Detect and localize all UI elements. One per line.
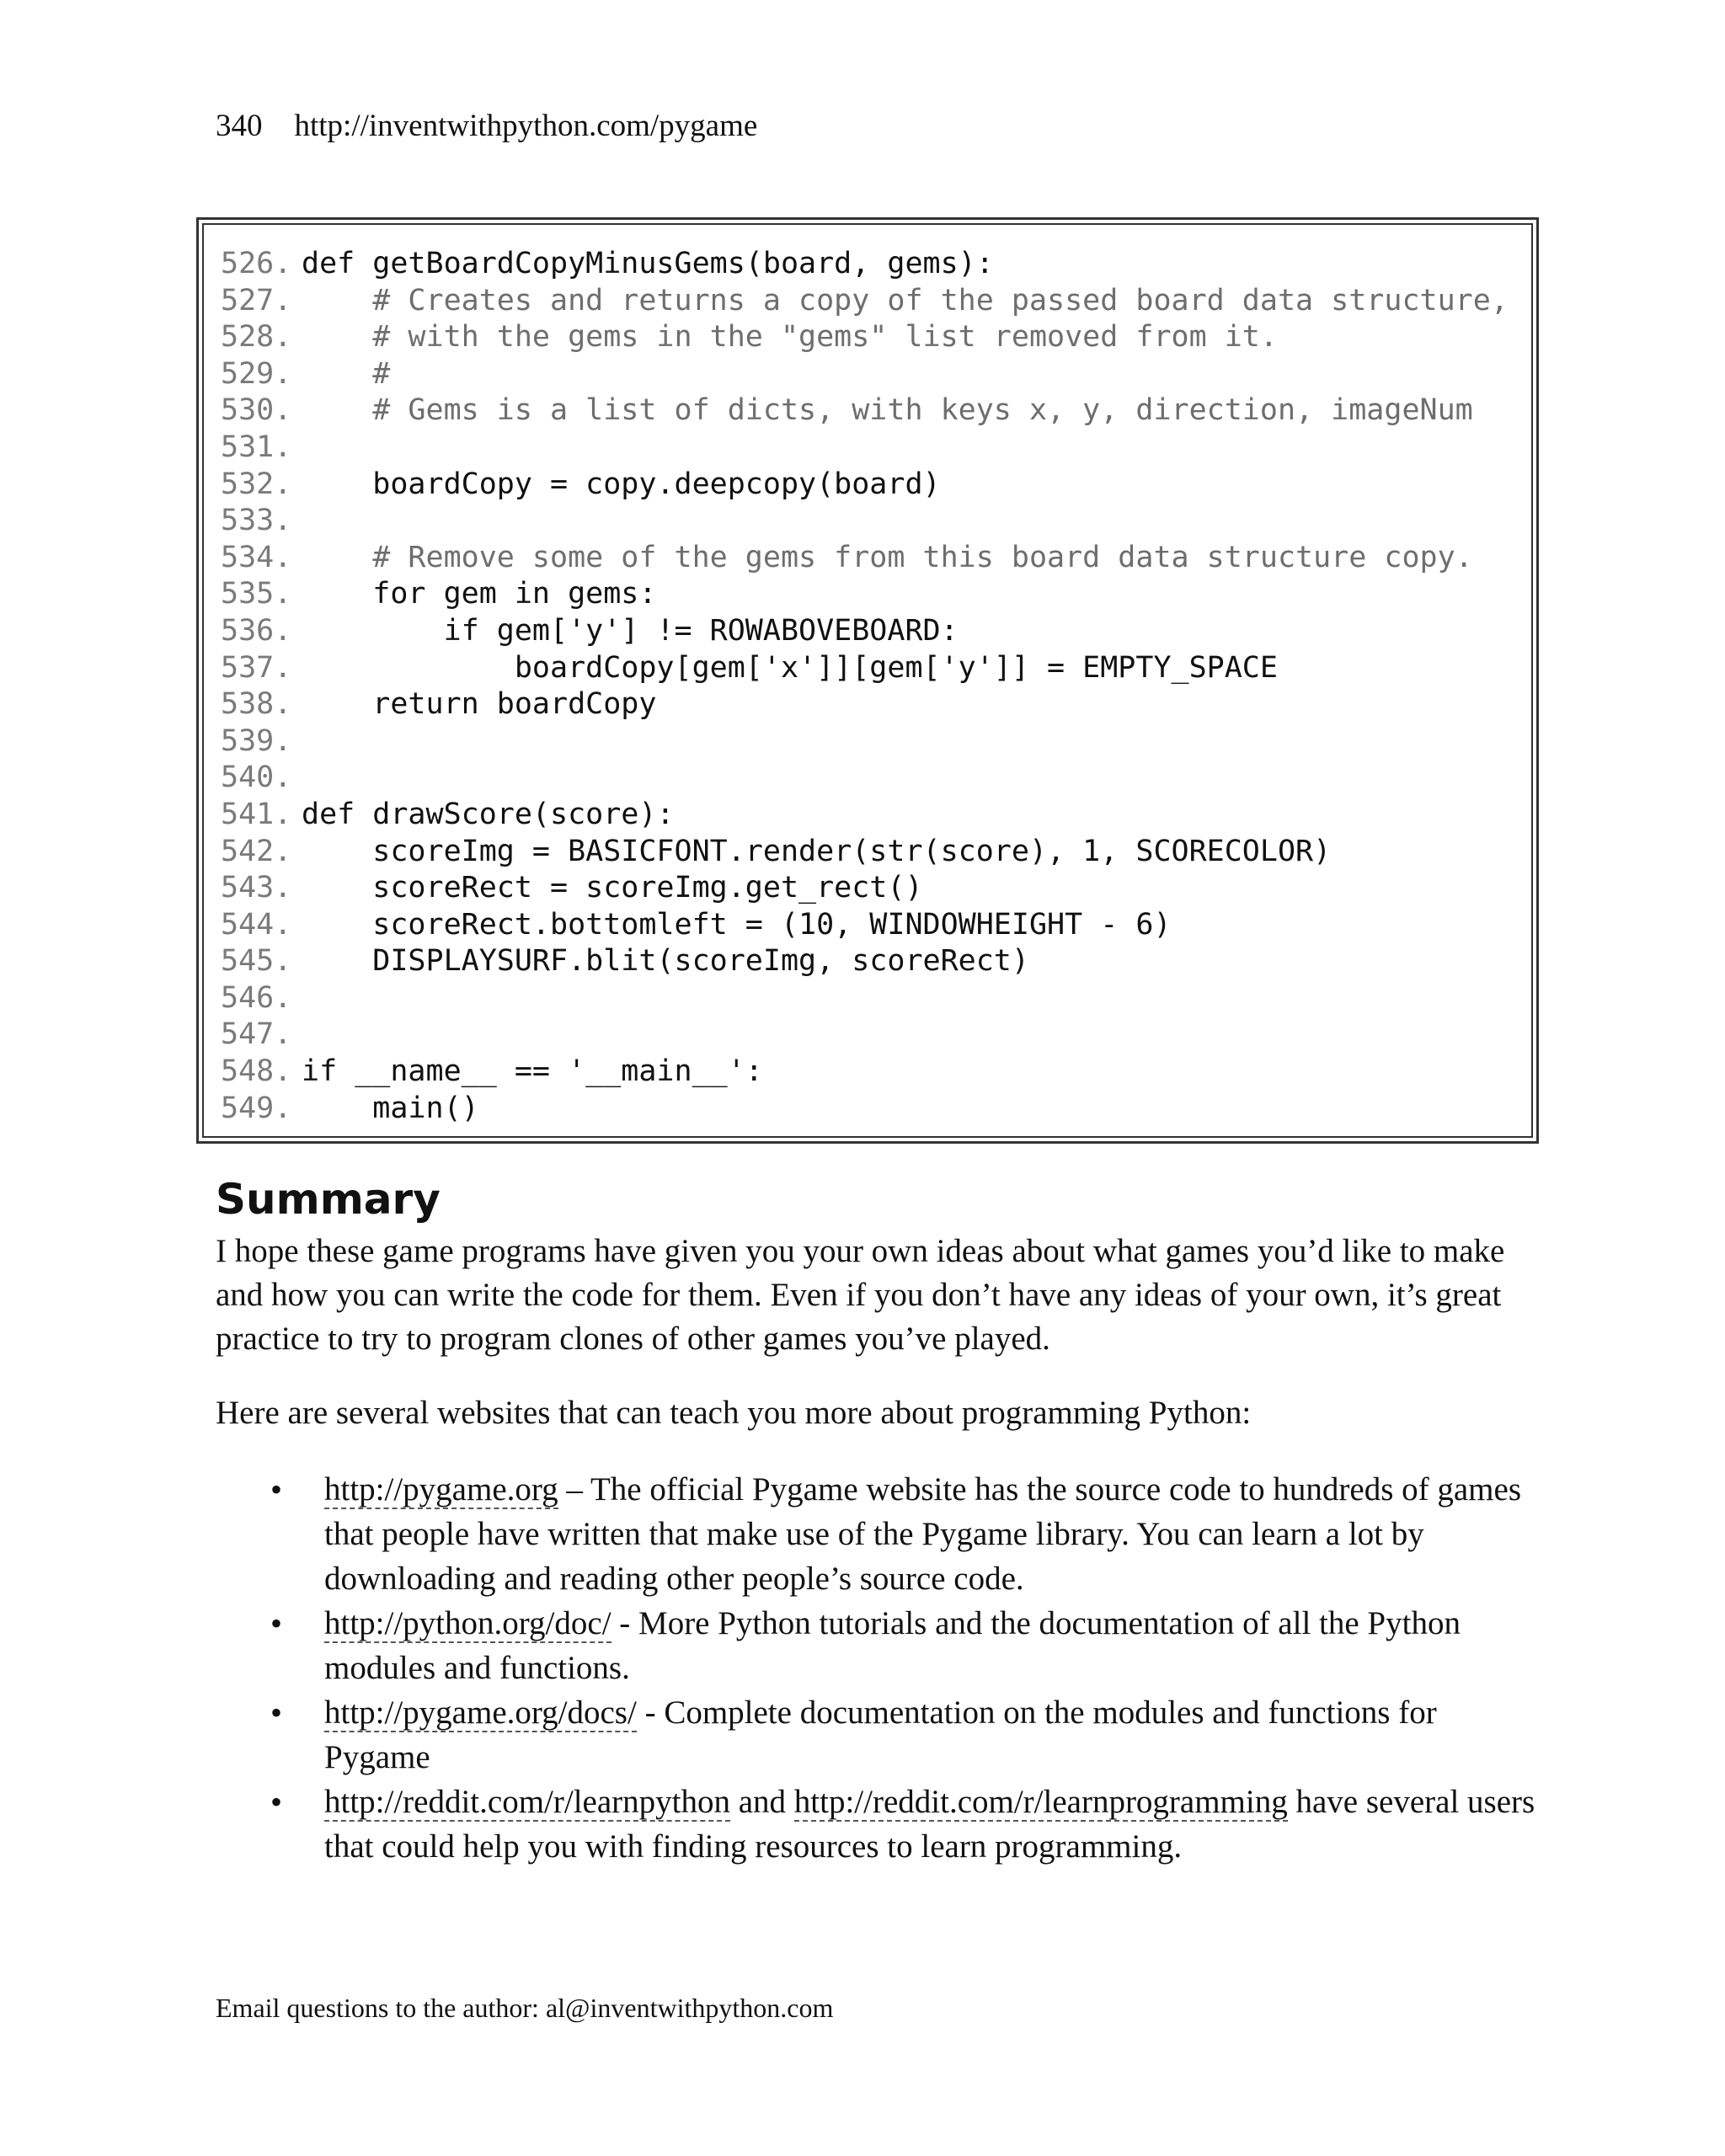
- code-line: [221, 1054, 1531, 1091]
- line-number: 543.: [221, 871, 292, 905]
- list-item: [216, 1780, 1546, 1869]
- code-comment: #: [302, 356, 391, 391]
- code-line: [221, 283, 1531, 320]
- code-line: [221, 943, 1531, 980]
- code-line: [221, 980, 1531, 1017]
- code-line: [221, 467, 1531, 504]
- list-item: [216, 1601, 1546, 1690]
- code-line: [221, 907, 1531, 944]
- code-line: [221, 503, 1531, 540]
- code-line: [221, 613, 1531, 650]
- code-text: main(): [302, 1091, 479, 1125]
- code-line: [221, 1017, 1531, 1054]
- websites-intro: Here are several websites that can teach you more about programming Python:: [216, 1395, 1252, 1431]
- line-number: 534.: [221, 540, 292, 574]
- code-text: if gem['y'] != ROWABOVEBOARD:: [302, 613, 959, 648]
- code-comment: # Gems is a list of dicts, with keys x, y, direction, imageNum: [302, 393, 1473, 428]
- list-item: [216, 1690, 1546, 1780]
- bullet-icon: •: [270, 1470, 283, 1508]
- line-number: 536.: [221, 613, 292, 648]
- code-text: DISPLAYSURF.blit(scoreImg, scoreRect): [302, 944, 1029, 979]
- bullet-icon: •: [270, 1783, 283, 1821]
- code-text: def drawScore(score):: [302, 797, 675, 831]
- link-description: - More Python tutorials and the documentation of all the Python modules and functions.: [324, 1605, 1461, 1686]
- code-line: [221, 650, 1531, 687]
- code-text: return boardCopy: [302, 687, 657, 722]
- list-item: [216, 1467, 1546, 1601]
- code-line: [221, 392, 1531, 430]
- line-number: 530.: [221, 393, 292, 428]
- code-text: boardCopy[gem['x']][gem['y']] = EMPTY_SPACE: [302, 650, 1278, 685]
- code-text: def getBoardCopyMinusGems(board, gems):: [302, 247, 994, 280]
- line-number: 541.: [221, 797, 292, 831]
- line-number: 544.: [221, 907, 292, 942]
- code-text: for gem in gems:: [302, 577, 657, 611]
- link-description: and: [729, 1784, 794, 1820]
- line-number: 532.: [221, 467, 292, 501]
- code-line: [221, 246, 1531, 283]
- page-number: 340: [216, 109, 263, 143]
- code-comment: # Creates and returns a copy of the passed board data structure,: [302, 283, 1509, 318]
- website-link[interactable]: http://pygame.org/docs/: [324, 1694, 637, 1731]
- code-text: scoreImg = BASICFONT.render(str(score), 1, SCORECOLOR): [302, 834, 1332, 868]
- website-link[interactable]: http://pygame.org: [324, 1471, 558, 1508]
- code-listing: [196, 217, 1539, 1144]
- code-text: scoreRect.bottomleft = (10, WINDOWHEIGHT - 6): [302, 907, 1172, 942]
- line-number: 538.: [221, 687, 292, 722]
- code-line: [221, 760, 1531, 797]
- code-line: [221, 576, 1531, 613]
- line-number: 547.: [221, 1017, 292, 1052]
- summary-paragraph: I hope these game programs have given you your own ideas about what games you’d like to make and how you can write the code for them. Even if you don’t have any ideas of your own, it’s great practice to try to program clones of other games you’ve played.: [216, 1233, 1505, 1357]
- line-number: 527.: [221, 283, 292, 318]
- code-comment: # with the gems in the "gems" list removed from it.: [302, 320, 1278, 355]
- bullet-icon: •: [270, 1604, 283, 1642]
- line-number: 546.: [221, 980, 292, 1015]
- code-line: [221, 430, 1531, 467]
- line-number: 526.: [221, 247, 292, 280]
- website-list: [216, 1467, 1546, 1869]
- line-number: 537.: [221, 650, 292, 685]
- header-url: http://inventwithpython.com/pygame: [294, 109, 758, 143]
- line-number: 545.: [221, 944, 292, 979]
- line-number: 540.: [221, 760, 292, 795]
- code-text: if __name__ == '__main__':: [302, 1054, 763, 1089]
- code-text: boardCopy = copy.deepcopy(board): [302, 467, 941, 501]
- line-number: 528.: [221, 320, 292, 355]
- line-number: 542.: [221, 834, 292, 868]
- code-line: [221, 870, 1531, 907]
- line-number: 529.: [221, 356, 292, 391]
- code-line: [221, 540, 1531, 577]
- link-description: - Complete documentation on the modules and functions for Pygame: [324, 1694, 1437, 1775]
- page-header: [216, 108, 757, 150]
- code-comment: # Remove some of the gems from this board data structure copy.: [302, 540, 1473, 574]
- website-link[interactable]: http://python.org/doc/: [324, 1605, 611, 1641]
- code-line: [221, 834, 1531, 871]
- line-number: 533.: [221, 504, 292, 538]
- section-heading: Summary: [216, 1175, 441, 1224]
- code-line: [221, 356, 1531, 393]
- line-number: 531.: [221, 430, 292, 464]
- page-footer: Email questions to the author: al@inventwithpython.com: [216, 1993, 834, 2023]
- website-link[interactable]: http://reddit.com/r/learnpython: [324, 1784, 730, 1820]
- line-number: 548.: [221, 1054, 292, 1089]
- website-link[interactable]: http://reddit.com/r/learnprogramming: [793, 1784, 1288, 1820]
- code-text: scoreRect = scoreImg.get_rect(): [302, 871, 923, 905]
- code-line: [221, 797, 1531, 834]
- line-number: 535.: [221, 577, 292, 611]
- link-description: – The official Pygame website has the source code to hundreds of games that people have written that make use of the Pygame library. You can learn a lot by downloading and reading other people’s source code.: [324, 1471, 1521, 1597]
- code-line: [221, 1091, 1531, 1128]
- code-listing-inner: [202, 223, 1533, 1138]
- line-number: 539.: [221, 723, 292, 758]
- code-line: [221, 319, 1531, 356]
- link-description: have several users that could help you with finding resources to learn programming.: [324, 1784, 1535, 1865]
- code-line: [221, 723, 1531, 760]
- line-number: 549.: [221, 1091, 292, 1125]
- code-line: [221, 686, 1531, 723]
- bullet-icon: •: [270, 1694, 283, 1732]
